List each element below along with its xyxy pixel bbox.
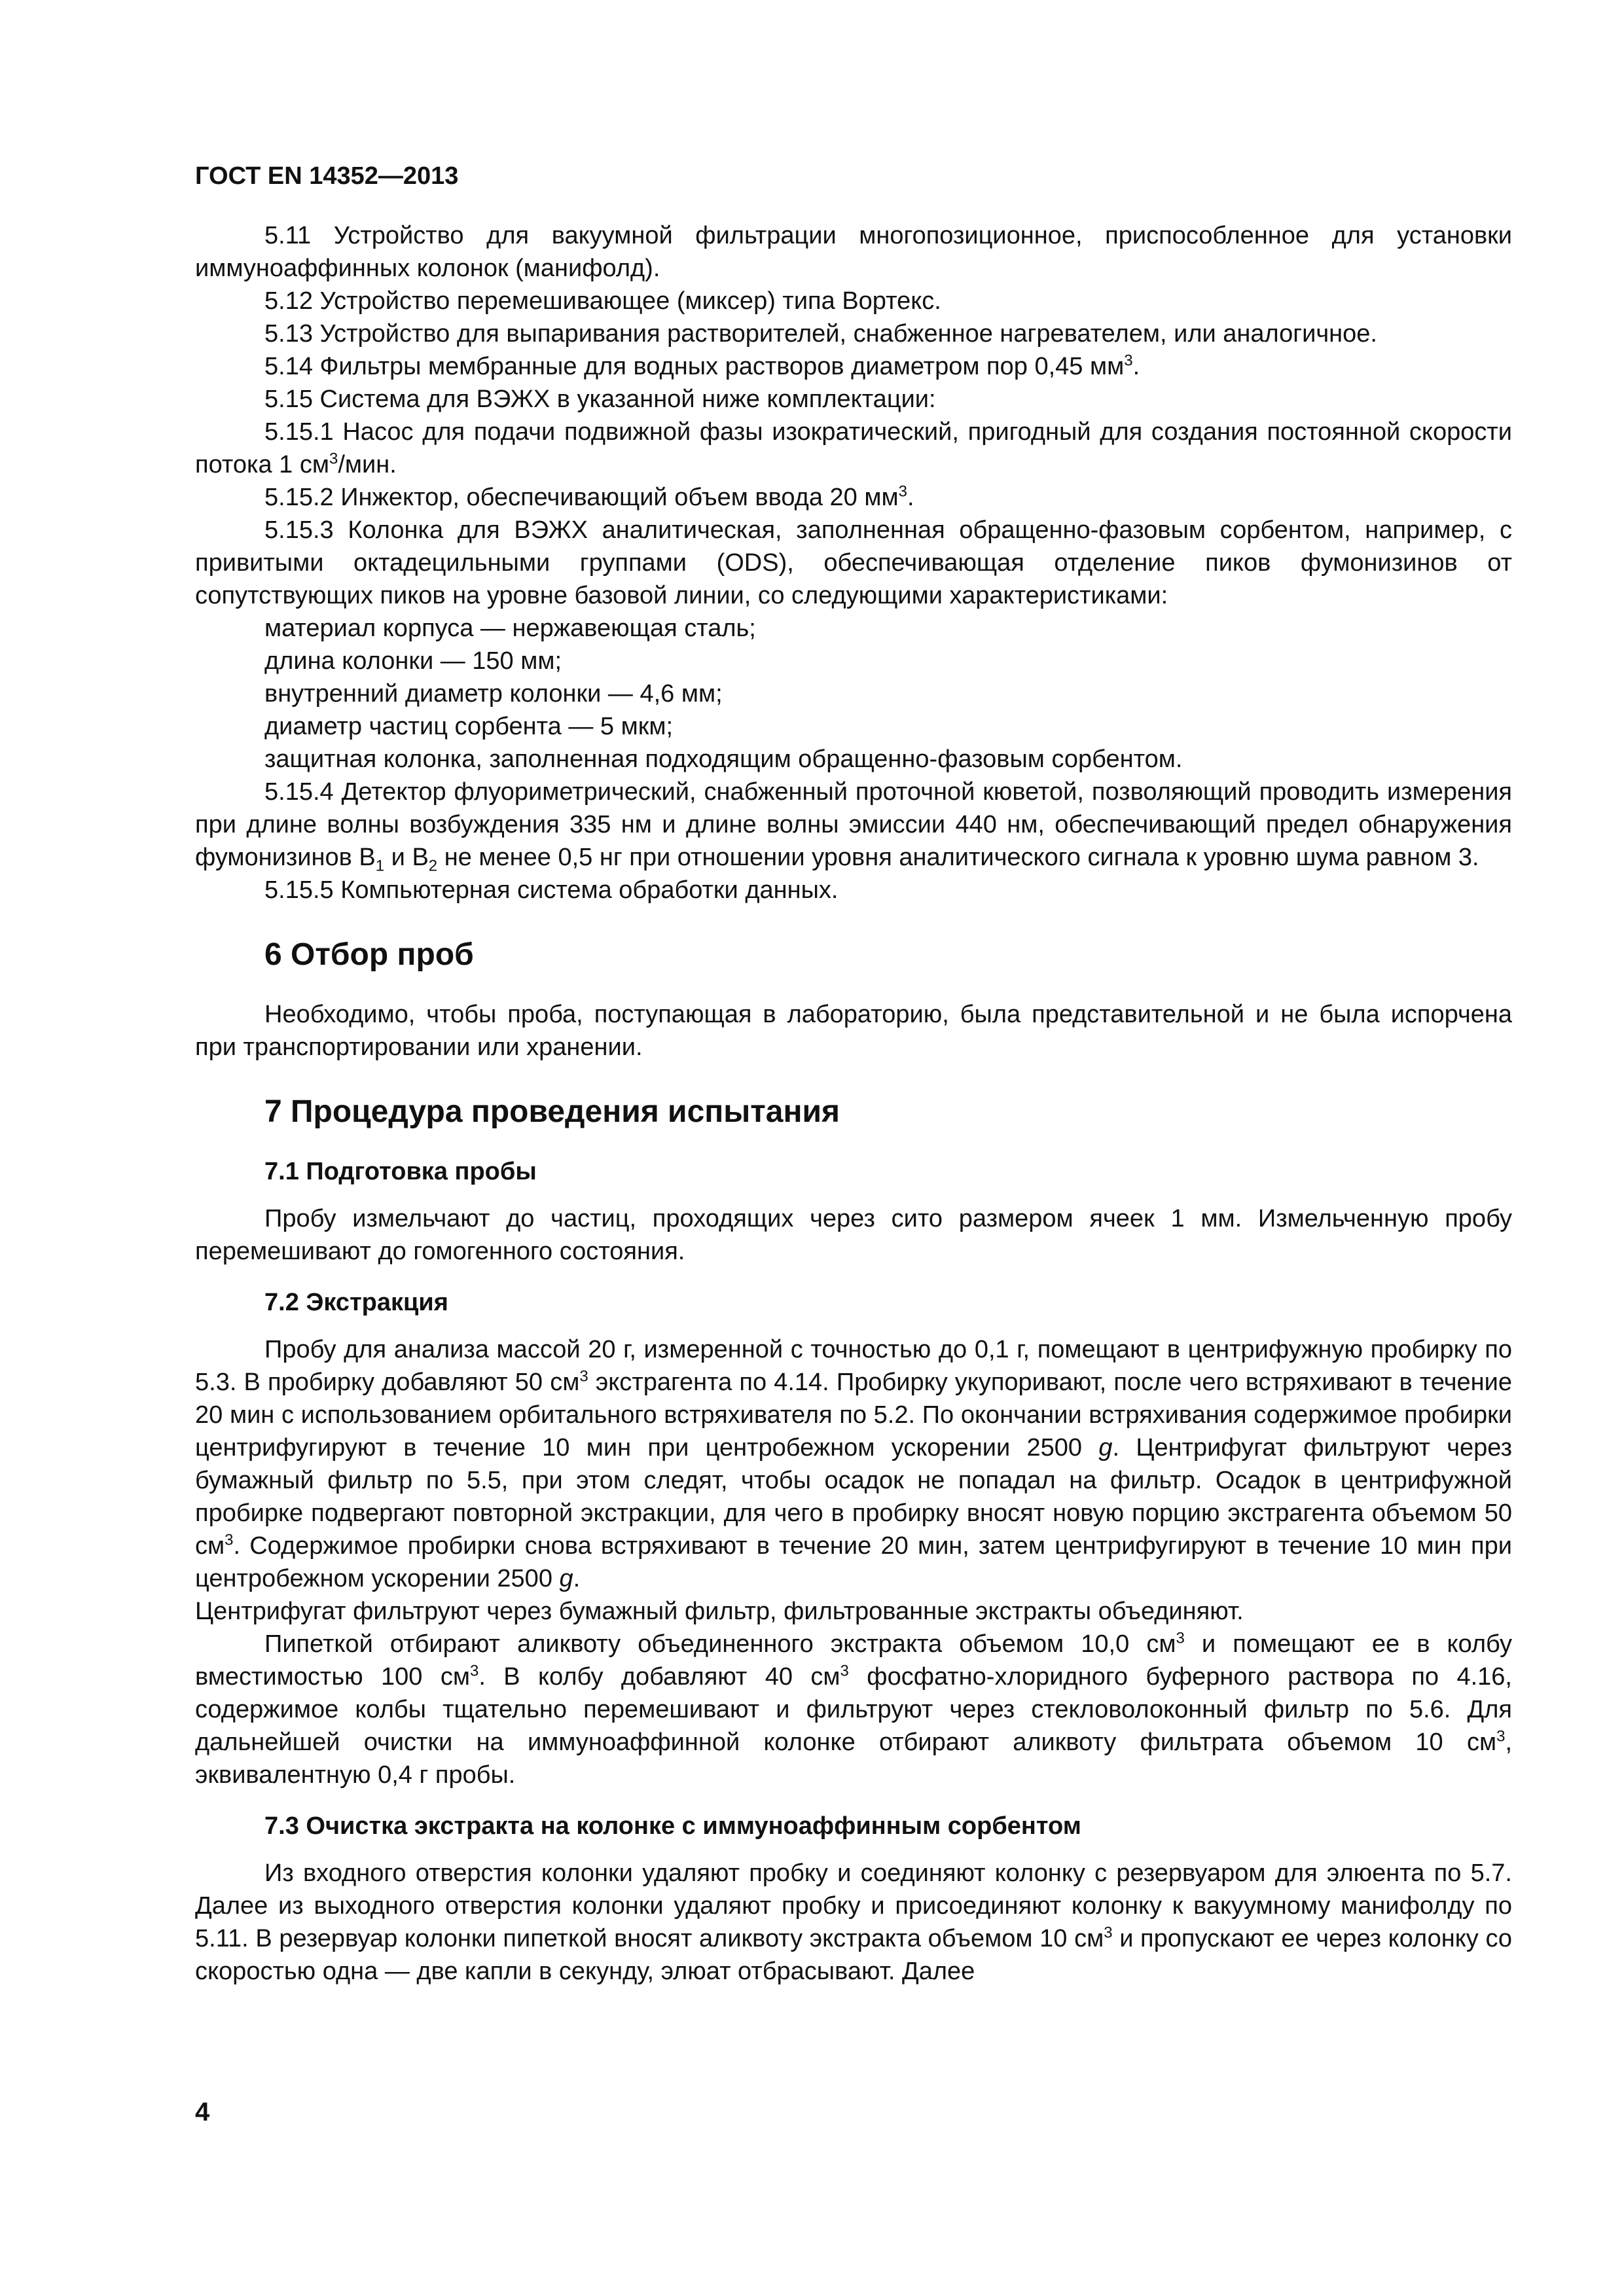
item-5-12: 5.12 Устройство перемешивающее (миксер) типа Вортекс. bbox=[264, 287, 941, 315]
item-5-15-5: 5.15.5 Компьютерная система обработки данных. bbox=[264, 876, 839, 904]
column-spec-4: диаметр частиц сорбента — 5 мкм; bbox=[264, 713, 674, 740]
column-spec-1: материал корпуса — нержавеющая сталь; bbox=[264, 615, 756, 642]
document-header: ГОСТ EN 14352—2013 bbox=[195, 162, 459, 190]
column-spec-5: защитная колонка, заполненная подходящим обращенно-фазовым сорбентом. bbox=[264, 745, 1183, 773]
item-5-11: 5.11 Устройство для вакуумной фильтрации многопозиционное, приспособленное для установки иммуноаффинных колонок (манифолд). bbox=[195, 222, 1512, 282]
page-number: 4 bbox=[195, 2098, 210, 2126]
item-5-14: 5.14 Фильтры мембранные для водных растворов диаметром пор 0,45 $мм^3$. bbox=[264, 351, 1140, 380]
section-7-heading: 7 Процедура проведения испытания bbox=[264, 1094, 840, 1129]
subsection-7-3-text: Из входного отверстия колонки удаляют пробку и соединяют колонку с резервуаром для элюента по 5.7. Далее из выходного отверстия колонки удаляют пробку и присоединяют колонку к вакуумному манифолду по 5.11. В резервуар колонки пипеткой вносят аликвоту экстракта объемом 10 $см^3$ и пропускают ее через колонку со скоростью одна — две капли в секунду, элюат отбрасывают. Далее bbox=[195, 1859, 1512, 1985]
subsection-7-2-heading: 7.2 Экстракция bbox=[264, 1289, 448, 1316]
item-5-15-1: 5.15.1 Насос для подачи подвижной фазы изократический, пригодный для создания постоянной скорости потока 1 $см^3$/мин. bbox=[195, 418, 1512, 478]
subsection-7-2-paragraph-1: Пробу для анализа массой 20 г, измеренной с точностью до 0,1 г, помещают в центрифужную пробирку по 5.3. В пробирку добавляют 50 $см^3$ экстрагента по 4.14. Пробирку укупоривают, после чего встряхивают в течение 20 мин с использованием орбитального встряхивателя по 5.2. По окончании встряхивания содержимое пробирки центрифугируют в течение 10 мин при центробежном ускорении 2500 g. Центрифугат фильтруют через бумажный фильтр по 5.5, при этом следят, чтобы осадок не попадал на фильтр. Осадок в центрифужной пробирке подвергают повторной экстракции, для чего в пробирку вносят новую порцию экстрагента объемом 50 $см^3$. Содержимое пробирки снова встряхивают в течение 20 мин, затем центрифугируют в течение 10 мин при центробежном ускорении 2500 g. bbox=[195, 1336, 1512, 1592]
section-6-heading: 6 Отбор проб bbox=[264, 937, 474, 972]
column-spec-3: внутренний диаметр колонки — 4,6 мм; bbox=[264, 680, 723, 708]
subsection-7-1-text: Пробу измельчают до частиц, проходящих через сито размером ячеек 1 мм. Измельченную пробу перемешивают до гомогенного состояния. bbox=[195, 1205, 1512, 1265]
item-5-15-4: 5.15.4 Детектор флуориметрический, снабженный проточной кюветой, позволяющий проводить измерения при длине волны возбуждения 335 нм и длине волны эмиссии 440 нм, обеспечивающий предел обнаружения фумонизинов $В_1$ и $В_2$ не менее 0,5 нг при отношении уровня аналитического сигнала к уровню шума равном 3. bbox=[195, 778, 1512, 875]
item-5-15: 5.15 Система для ВЭЖХ в указанной ниже комплектации: bbox=[264, 386, 936, 413]
subsection-7-2-paragraph-2: Пипеткой отбирают аликвоту объединенного экстракта объемом 10,0 $см^3$ и помещают ее в колбу вместимостью 100 $см^3$. В колбу добавляют 40 $см^3$ фосфатно-хлоридного буферного раствора по 4.16, содержимое колбы тщательно перемешивают и фильтруют через стекловолоконный фильтр по 5.6. Для дальнейшей очистки на иммуноаффинной колонке отбирают аликвоту фильтрата объемом 10 $см^3$, эквивалентную 0,4 г пробы. bbox=[195, 1629, 1512, 1789]
subsection-7-3-heading: 7.3 Очистка экстракта на колонке с иммуноаффинным сорбентом bbox=[264, 1812, 1081, 1840]
subsection-7-2-paragraph-1-end: Центрифугат фильтруют через бумажный фильтр, фильтрованные экстракты объединяют. bbox=[195, 1598, 1244, 1625]
item-5-15-3: 5.15.3 Колонка для ВЭЖХ аналитическая, заполненная обращенно-фазовым сорбентом, например, с привитыми октадецильными группами (ODS), обеспечивающая отделение пиков фумонизинов от сопутствующих пиков на уровне базовой линии, со следующими характеристиками: bbox=[195, 516, 1512, 609]
section-6-text: Необходимо, чтобы проба, поступающая в лабораторию, была представительной и не была испорчена при транспортировании или хранении. bbox=[195, 1001, 1512, 1061]
item-5-15-2: 5.15.2 Инжектор, обеспечивающий объем ввода 20 $мм^3$. bbox=[264, 482, 914, 511]
column-spec-2: длина колонки — 150 мм; bbox=[264, 647, 562, 675]
subsection-7-1-heading: 7.1 Подготовка пробы bbox=[264, 1158, 537, 1185]
document-page bbox=[195, 160, 1512, 1988]
item-5-13: 5.13 Устройство для выпаривания растворителей, снабженное нагревателем, или аналогичное. bbox=[264, 320, 1377, 348]
